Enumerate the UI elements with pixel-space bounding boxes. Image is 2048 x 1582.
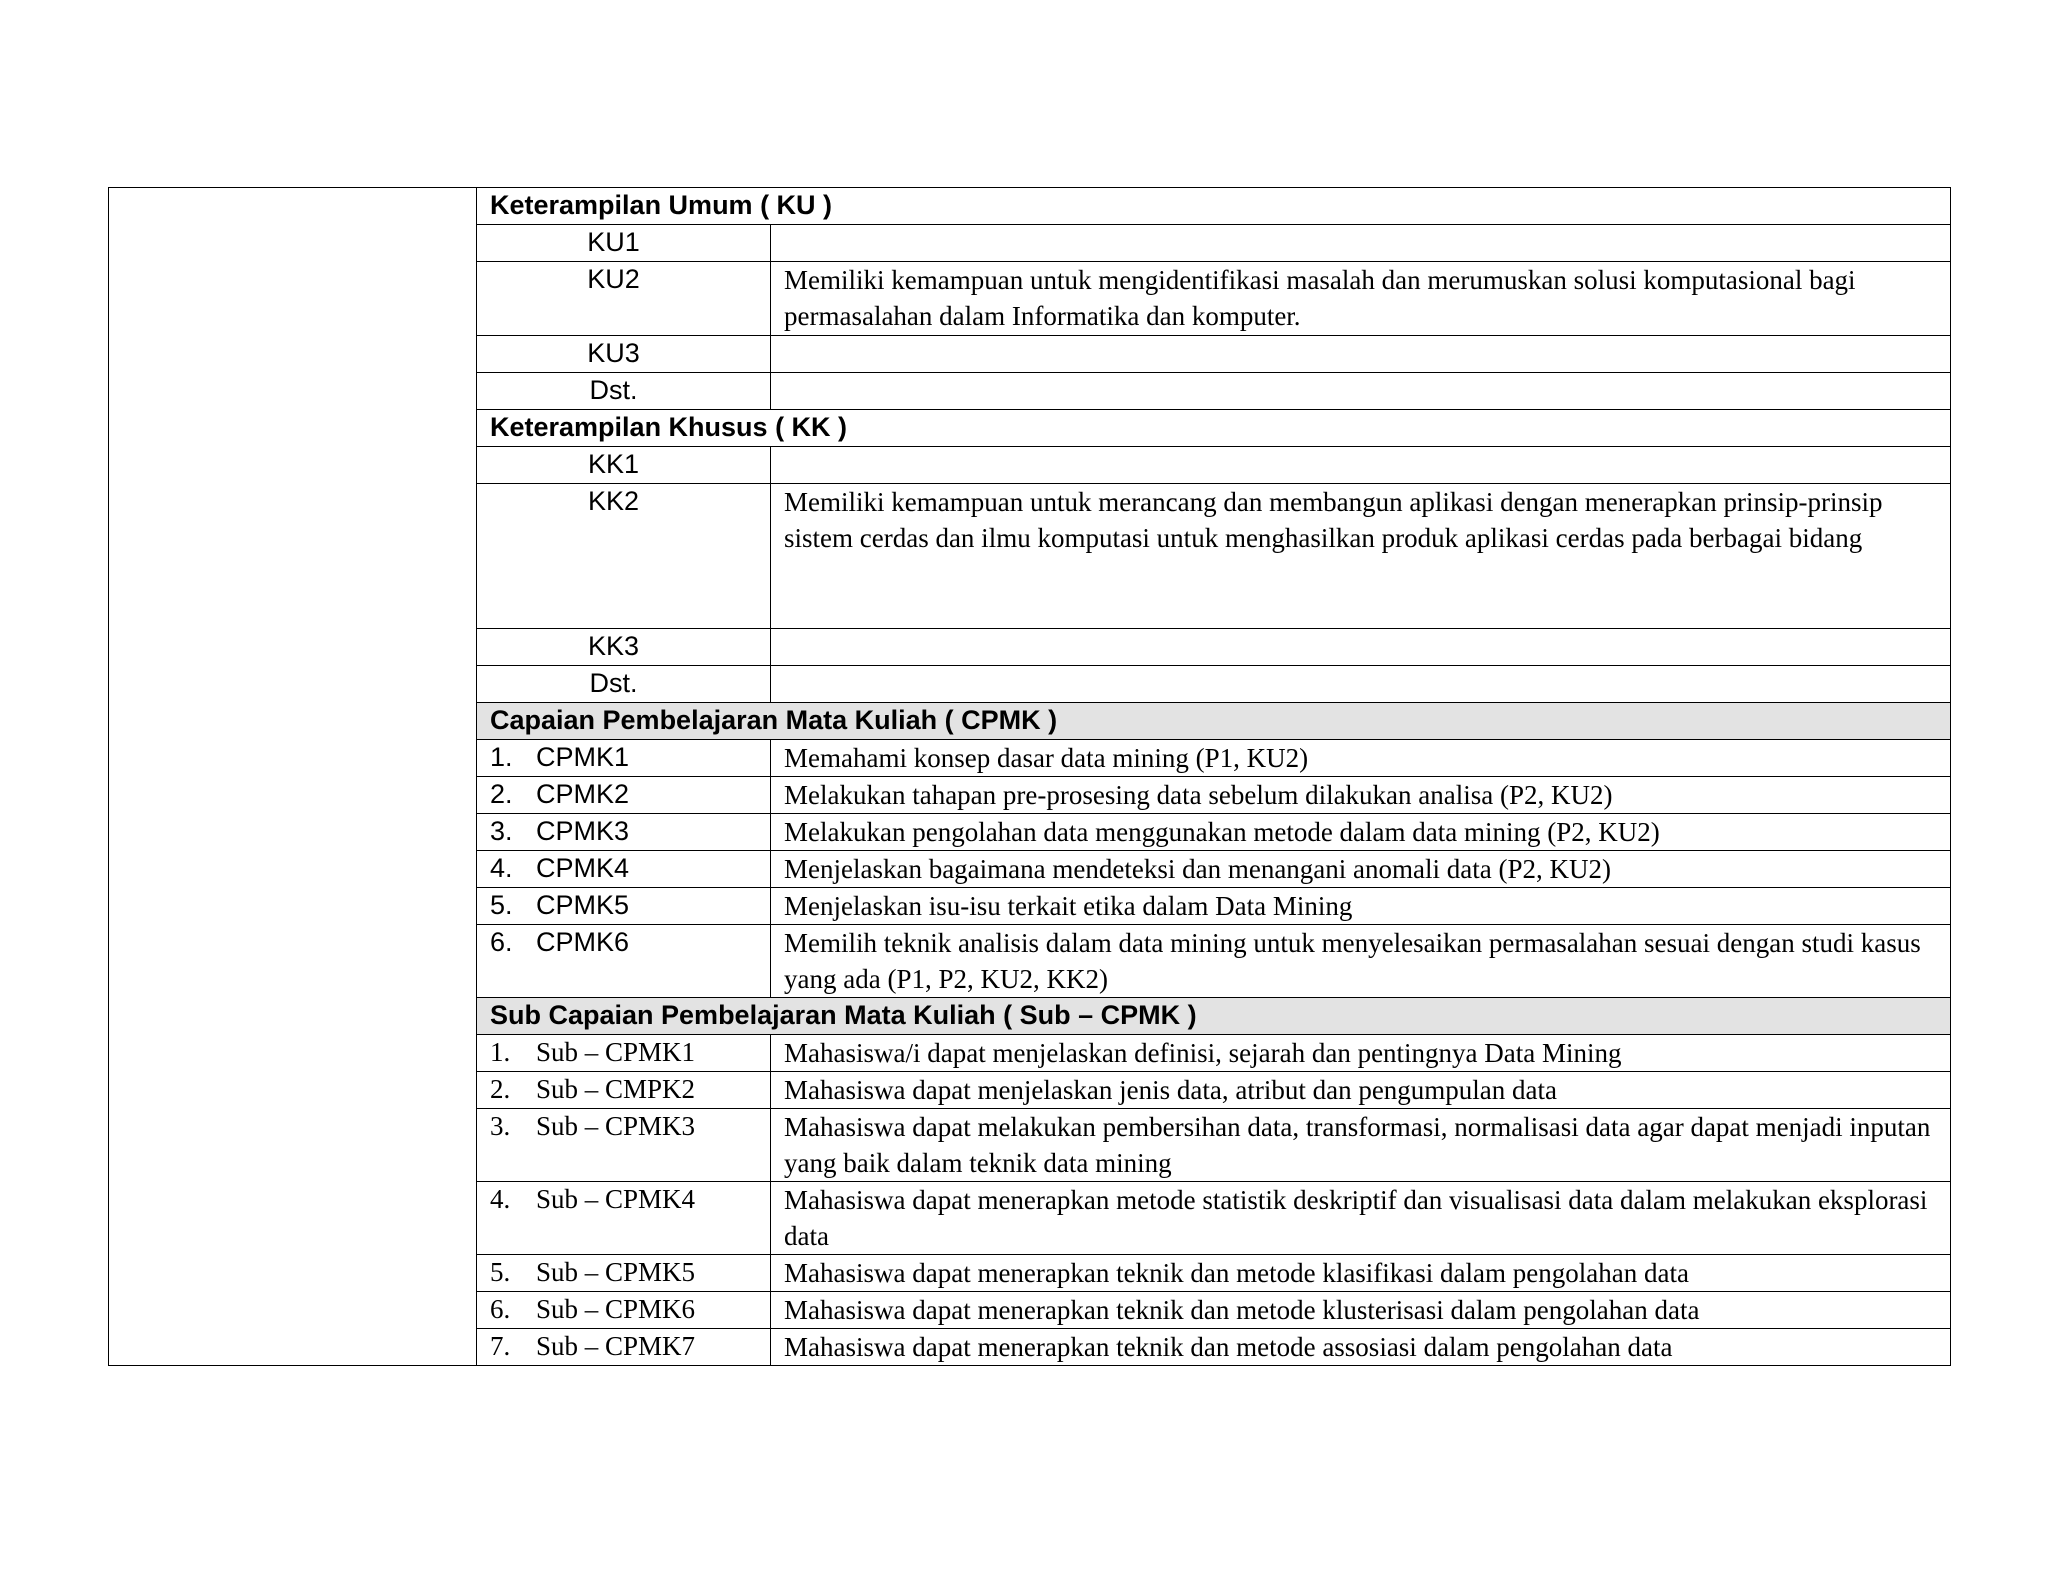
kk-code: Dst. xyxy=(477,666,771,703)
ku-desc xyxy=(771,336,1951,373)
sub-cpmk-num: 5. xyxy=(490,1257,511,1287)
sub-cpmk-desc: Mahasiswa dapat menerapkan metode statistik deskriptif dan visualisasi data dalam melakukan eksplorasi data xyxy=(771,1182,1951,1255)
ku-desc: Memiliki kemampuan untuk mengidentifikasi masalah dan merumuskan solusi komputasional bagi permasalahan dalam Informatika dan komputer. xyxy=(771,262,1951,336)
sub-cpmk-code: Sub – CPMK7 xyxy=(536,1331,696,1361)
cpmk-code-cell xyxy=(477,777,771,814)
cpmk-code: CPMK1 xyxy=(536,742,630,772)
cpmk-code-cell xyxy=(477,851,771,888)
cpmk-num: 5. xyxy=(490,890,513,920)
cpmk-code-cell xyxy=(477,925,771,998)
cpmk-num: 2. xyxy=(490,779,513,809)
sub-cpmk-code-cell xyxy=(477,1182,771,1255)
sub-cpmk-code: Sub – CPMK3 xyxy=(536,1111,696,1141)
sub-cpmk-code: Sub – CPMK1 xyxy=(536,1037,696,1067)
sub-cpmk-num: 7. xyxy=(490,1331,511,1361)
cpmk-code: CPMK5 xyxy=(536,890,630,920)
sub-cpmk-num: 3. xyxy=(490,1111,511,1141)
cpmk-code: CPMK6 xyxy=(536,927,630,957)
kk-desc xyxy=(771,629,1951,666)
ku-heading-row xyxy=(109,188,1951,225)
cpmk-heading: Capaian Pembelajaran Mata Kuliah ( CPMK ) xyxy=(477,703,1951,740)
ku-code: KU1 xyxy=(477,225,771,262)
sub-cpmk-code: Sub – CPMK4 xyxy=(536,1184,696,1214)
cpmk-code-cell xyxy=(477,740,771,777)
sub-cpmk-code-cell xyxy=(477,1109,771,1182)
cpmk-desc: Menjelaskan bagaimana mendeteksi dan menangani anomali data (P2, KU2) xyxy=(771,851,1951,888)
sub-cpmk-num: 1. xyxy=(490,1037,511,1067)
cpmk-desc: Memahami konsep dasar data mining (P1, KU2) xyxy=(771,740,1951,777)
kk-code: KK1 xyxy=(477,447,771,484)
cpmk-num: 1. xyxy=(490,742,513,772)
ku-desc xyxy=(771,373,1951,410)
kk-desc: Memiliki kemampuan untuk merancang dan membangun aplikasi dengan menerapkan prinsip-prinsip sistem cerdas dan ilmu komputasi untuk menghasilkan produk aplikasi cerdas pada berbagai bidang xyxy=(771,484,1951,629)
ku-heading: Keterampilan Umum ( KU ) xyxy=(477,188,1951,225)
sub-cpmk-heading: Sub Capaian Pembelajaran Mata Kuliah ( Sub – CPMK ) xyxy=(477,998,1951,1035)
sub-cpmk-code: Sub – CPMK6 xyxy=(536,1294,696,1324)
cpmk-num: 3. xyxy=(490,816,513,846)
cpmk-desc: Melakukan pengolahan data menggunakan metode dalam data mining (P2, KU2) xyxy=(771,814,1951,851)
ku-code: KU2 xyxy=(477,262,771,336)
cpmk-num: 6. xyxy=(490,927,513,957)
cpmk-desc: Menjelaskan isu-isu terkait etika dalam Data Mining xyxy=(771,888,1951,925)
sub-cpmk-num: 6. xyxy=(490,1294,511,1324)
sub-cpmk-code-cell xyxy=(477,1072,771,1109)
sub-cpmk-desc: Mahasiswa dapat menerapkan teknik dan metode assosiasi dalam pengolahan data xyxy=(771,1329,1951,1366)
sub-cpmk-num: 4. xyxy=(490,1184,511,1214)
cpmk-code-cell xyxy=(477,814,771,851)
cpmk-desc: Memilih teknik analisis dalam data mining untuk menyelesaikan permasalahan sesuai dengan studi kasus yang ada (P1, P2, KU2, KK2) xyxy=(771,925,1951,998)
kk-code: KK2 xyxy=(477,484,771,629)
cpmk-code: CPMK2 xyxy=(536,779,630,809)
cpmk-num: 4. xyxy=(490,853,513,883)
learning-outcomes-table xyxy=(108,187,1951,1366)
sub-cpmk-desc: Mahasiswa dapat menerapkan teknik dan metode klusterisasi dalam pengolahan data xyxy=(771,1292,1951,1329)
sub-cpmk-code: Sub – CPMK5 xyxy=(536,1257,696,1287)
cpmk-code: CPMK4 xyxy=(536,853,630,883)
sub-cpmk-desc: Mahasiswa/i dapat menjelaskan definisi, sejarah dan pentingnya Data Mining xyxy=(771,1035,1951,1072)
sub-cpmk-desc: Mahasiswa dapat menjelaskan jenis data, atribut dan pengumpulan data xyxy=(771,1072,1951,1109)
cpmk-code-cell xyxy=(477,888,771,925)
cpmk-desc: Melakukan tahapan pre-prosesing data sebelum dilakukan analisa (P2, KU2) xyxy=(771,777,1951,814)
left-blank-cell xyxy=(109,188,477,1366)
ku-code: KU3 xyxy=(477,336,771,373)
ku-desc xyxy=(771,225,1951,262)
sub-cpmk-code-cell xyxy=(477,1329,771,1366)
kk-code: KK3 xyxy=(477,629,771,666)
sub-cpmk-desc: Mahasiswa dapat melakukan pembersihan data, transformasi, normalisasi data agar dapat menjadi inputan yang baik dalam teknik data mining xyxy=(771,1109,1951,1182)
sub-cpmk-code-cell xyxy=(477,1255,771,1292)
kk-heading: Keterampilan Khusus ( KK ) xyxy=(477,410,1951,447)
sub-cpmk-num: 2. xyxy=(490,1074,511,1104)
sub-cpmk-code-cell xyxy=(477,1035,771,1072)
sub-cpmk-code-cell xyxy=(477,1292,771,1329)
ku-code: Dst. xyxy=(477,373,771,410)
sub-cpmk-code: Sub – CMPK2 xyxy=(536,1074,696,1104)
sub-cpmk-desc: Mahasiswa dapat menerapkan teknik dan metode klasifikasi dalam pengolahan data xyxy=(771,1255,1951,1292)
kk-desc xyxy=(771,447,1951,484)
cpmk-code: CPMK3 xyxy=(536,816,630,846)
kk-desc xyxy=(771,666,1951,703)
